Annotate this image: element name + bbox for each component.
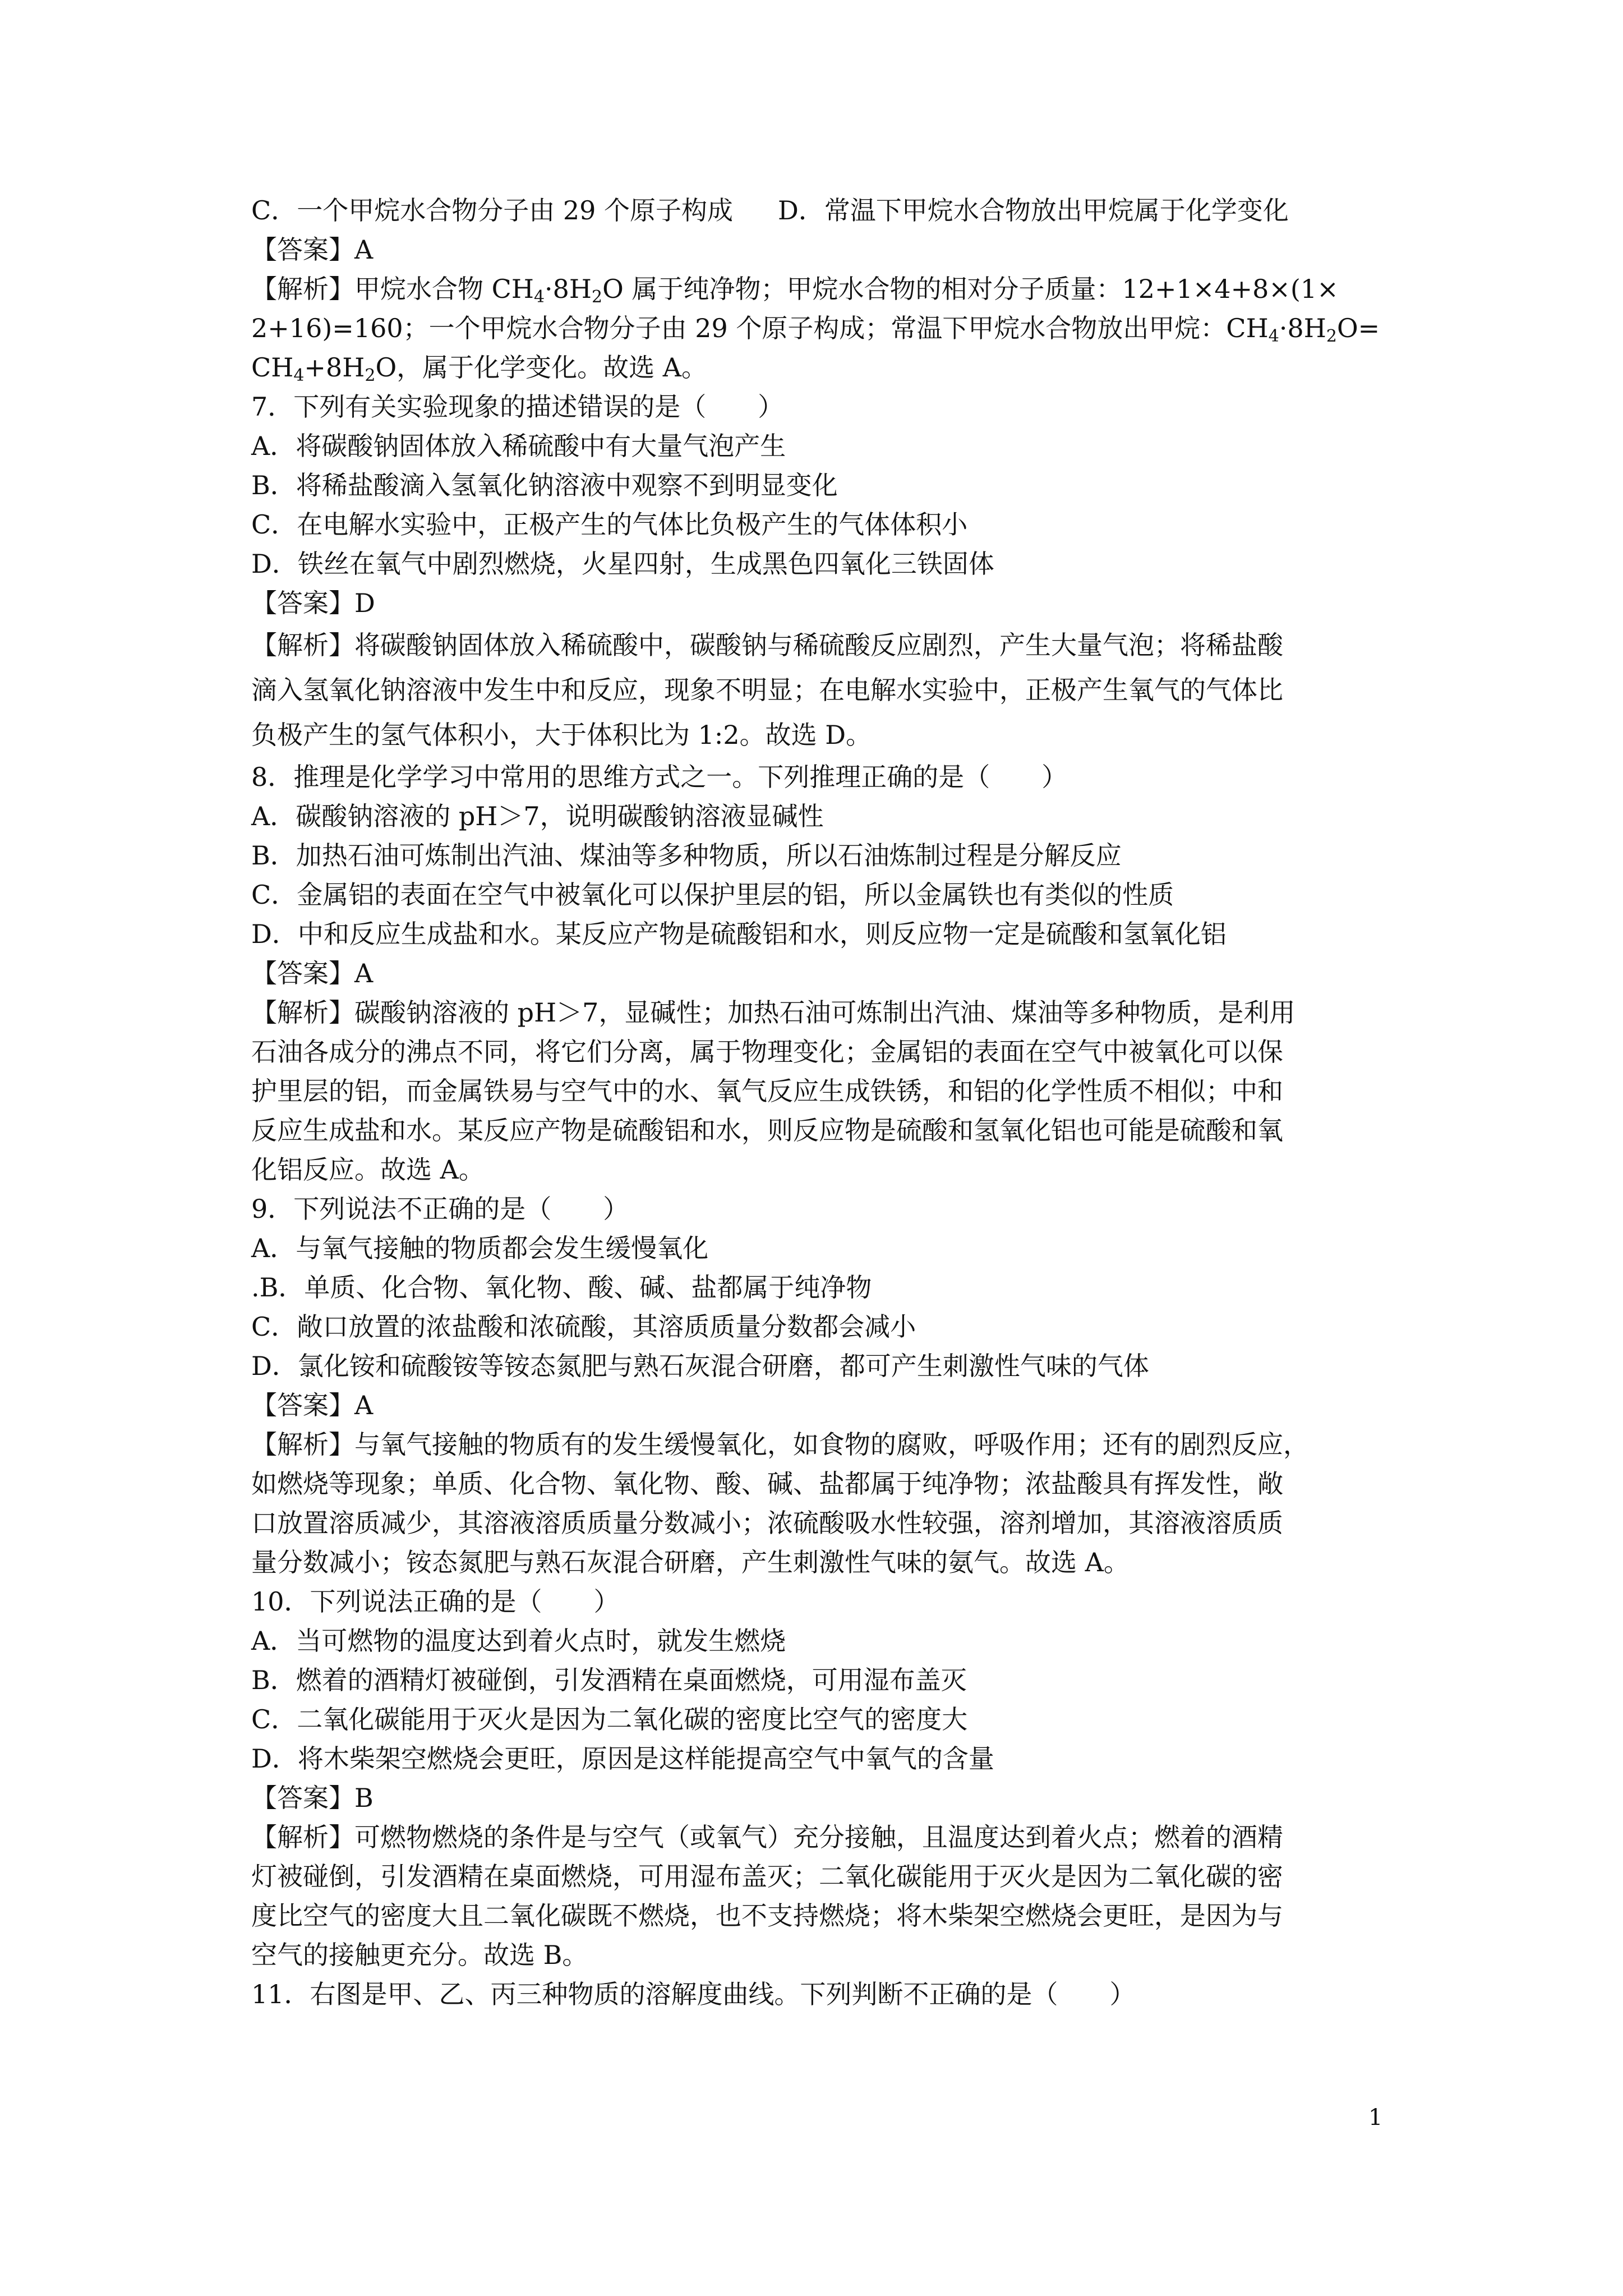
- q8-option-d: D．中和反应生成盐和水。某反应产物是硫酸铝和水，则反应物一定是硫酸和氢氧化铝: [251, 919, 1227, 949]
- q8-analysis-line: 反应生成盐和水。某反应产物是硫酸铝和水，则反应物是硫酸和氢氧化铝也可能是硫酸和氧: [251, 1115, 1283, 1145]
- q9-option-c: C．敞口放置的浓盐酸和浓硫酸，其溶质质量分数都会减小: [251, 1312, 916, 1342]
- q7-option-a: A．将碳酸钠固体放入稀硫酸中有大量气泡产生: [251, 431, 786, 461]
- q6-analysis-line-1: 【解析】甲烷水合物 $CH_4\cdot 8H_2O$ 属于纯净物；甲烷水合物的相对分子质量：12+1×4+8×(1×: [251, 274, 1339, 307]
- q9-option-a: A．与氧气接触的物质都会发生缓慢氧化: [251, 1233, 709, 1263]
- q8-option-a: A．碳酸钠溶液的 pH＞7，说明碳酸钠溶液显碱性: [251, 801, 824, 831]
- q10-stem: 10．下列说法正确的是（ ）: [251, 1586, 620, 1617]
- q10-option-a: A．当可燃物的温度达到着火点时，就发生燃烧: [251, 1626, 786, 1656]
- q7-analysis-line: 滴入氢氧化钠溶液中发生中和反应，现象不明显；在电解水实验中，正极产生氧气的气体比: [251, 675, 1283, 705]
- q6-analysis-line-2: 2+16)=160；一个甲烷水合物分子由 29 个原子构成；常温下甲烷水合物放出甲烷：$CH_4\cdot 8H_2O=$: [251, 313, 1380, 346]
- q9-option-d: D．氯化铵和硫酸铵等铵态氮肥与熟石灰混合研磨，都可产生刺激性气味的气体: [251, 1351, 1149, 1381]
- q6-answer: 【答案】A: [251, 234, 374, 265]
- q8-answer: 【答案】A: [251, 958, 374, 988]
- q11-stem: 11．右图是甲、乙、丙三种物质的溶解度曲线。下列判断不正确的是（ ）: [251, 1979, 1136, 2009]
- q10-analysis-line: 灯被碰倒，引发酒精在桌面燃烧，可用湿布盖灭；二氧化碳能用于灭火是因为二氧化碳的密: [251, 1861, 1283, 1892]
- q10-option-b: B．燃着的酒精灯被碰倒，引发酒精在桌面燃烧，可用湿布盖灭: [251, 1665, 967, 1695]
- q9-analysis-line: 口放置溶质减少，其溶液溶质质量分数减小；浓硫酸吸水性较强，溶剂增加，其溶液溶质质: [251, 1508, 1283, 1538]
- q8-option-b: B．加热石油可炼制出汽油、煤油等多种物质，所以石油炼制过程是分解反应: [251, 840, 1122, 871]
- q6-option-d: D．常温下甲烷水合物放出甲烷属于化学变化: [777, 195, 1289, 226]
- q7-answer: 【答案】D: [251, 588, 375, 618]
- q9-option-b: .B．单质、化合物、氧化物、酸、碱、盐都属于纯净物: [251, 1272, 872, 1303]
- q7-analysis-line: 负极产生的氢气体积小，大于体积比为 1:2。故选 D。: [251, 720, 872, 750]
- page-content: [251, 191, 1380, 2014]
- q10-answer: 【答案】B: [251, 1783, 374, 1813]
- q7-stem: 7．下列有关实验现象的描述错误的是（ ）: [251, 392, 784, 422]
- q6-options-cd: [251, 191, 1373, 230]
- q8-analysis-line: 化铝反应。故选 A。: [251, 1154, 485, 1185]
- q9-analysis-line: 【解析】与氧气接触的物质有的发生缓慢氧化，如食物的腐败，呼吸作用；还有的剧烈反应，: [251, 1429, 1309, 1460]
- q10-analysis-line: 【解析】可燃物燃烧的条件是与空气（或氧气）充分接触，且温度达到着火点；燃着的酒精: [251, 1822, 1283, 1852]
- page-number: 1: [1368, 2105, 1383, 2131]
- q6-analysis-line-3: $CH_4+8H_2O$，属于化学变化。故选 A。: [251, 352, 707, 385]
- q10-option-d: D．将木柴架空燃烧会更旺，原因是这样能提高空气中氧气的含量: [251, 1743, 994, 1774]
- q10-analysis-line: 空气的接触更充分。故选 B。: [251, 1940, 588, 1970]
- q9-analysis-line: 如燃烧等现象；单质、化合物、氧化物、酸、碱、盐都属于纯净物；浓盐酸具有挥发性，敞: [251, 1469, 1283, 1499]
- q9-stem: 9．下列说法不正确的是（ ）: [251, 1194, 629, 1224]
- q8-option-c: C．金属铝的表面在空气中被氧化可以保护里层的铝，所以金属铁也有类似的性质: [251, 880, 1174, 910]
- q8-analysis-line: 护里层的铝，而金属铁易与空气中的水、氧气反应生成铁锈，和铝的化学性质不相似；中和: [251, 1076, 1283, 1106]
- q10-option-c: C．二氧化碳能用于灭火是因为二氧化碳的密度比空气的密度大: [251, 1704, 968, 1734]
- q7-option-b: B．将稀盐酸滴入氢氧化钠溶液中观察不到明显变化: [251, 470, 838, 500]
- q9-analysis-line: 量分数减小；铵态氮肥与熟石灰混合研磨，产生刺激性气味的氨气。故选 A。: [251, 1547, 1129, 1577]
- q7-analysis-line: 【解析】将碳酸钠固体放入稀硫酸中，碳酸钠与稀硫酸反应剧烈，产生大量气泡；将稀盐酸: [251, 630, 1283, 660]
- q8-analysis-line: 石油各成分的沸点不同，将它们分离，属于物理变化；金属铝的表面在空气中被氧化可以保: [251, 1037, 1283, 1067]
- q6-option-c: C．一个甲烷水合物分子由 29 个原子构成: [251, 195, 733, 226]
- q8-stem: 8．推理是化学学习中常用的思维方式之一。下列推理正确的是（ ）: [251, 762, 1068, 792]
- q7-option-c: C．在电解水实验中，正极产生的气体比负极产生的气体体积小: [251, 509, 968, 540]
- q9-answer: 【答案】A: [251, 1390, 374, 1420]
- q8-analysis-line: 【解析】碳酸钠溶液的 pH＞7，显碱性；加热石油可炼制出汽油、煤油等多种物质，是利用: [251, 997, 1295, 1028]
- q10-analysis-line: 度比空气的密度大且二氧化碳既不燃烧，也不支持燃烧；将木柴架空燃烧会更旺，是因为与: [251, 1901, 1283, 1931]
- q7-option-d: D．铁丝在氧气中剧烈燃烧，火星四射，生成黑色四氧化三铁固体: [251, 549, 994, 579]
